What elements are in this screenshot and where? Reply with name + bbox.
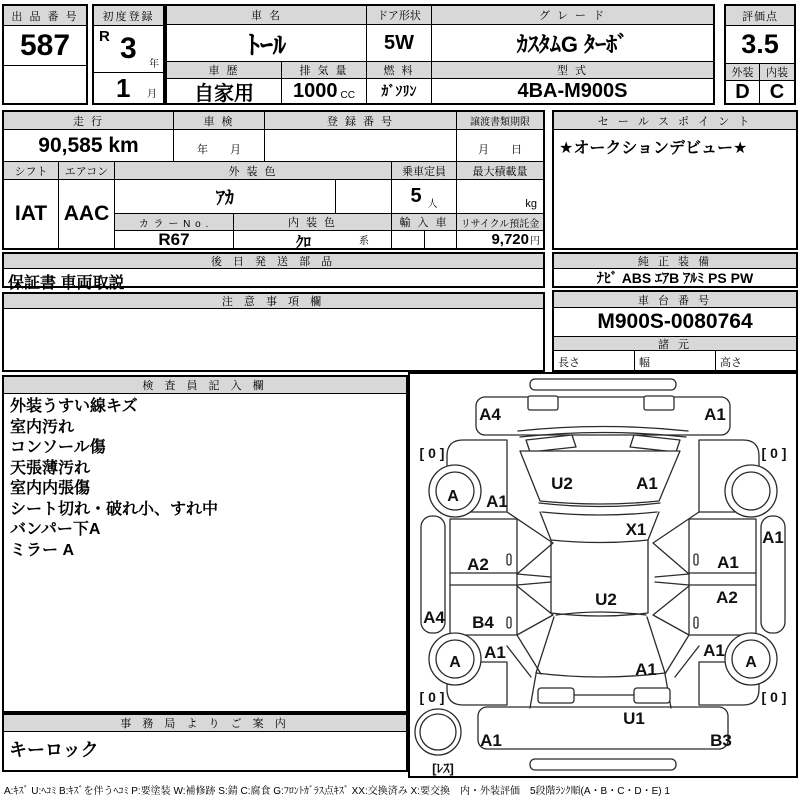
oem-equipment-box (552, 252, 798, 288)
door-hinge (694, 554, 698, 565)
interior-color-value: ｸﾛ (296, 234, 312, 251)
damage-mark-wheel-front-right: A (745, 654, 757, 671)
car-name-value: ﾄｰﾙ (167, 25, 367, 62)
inspector-line: 天張薄汚れ (10, 459, 91, 477)
front-panel (478, 707, 728, 749)
interior-grade-value: C (769, 81, 785, 103)
fuel-label: 燃 料 (367, 62, 432, 79)
notes-label: 注 意 事 項 欄 (4, 294, 543, 309)
damage-mark-hood: U1 (623, 709, 645, 728)
damage-mark-door-front-left: A2 (467, 555, 489, 574)
doors-right (689, 519, 756, 635)
recycle-value-cell (457, 231, 543, 248)
later-parts-label: 後 日 発 送 部 品 (4, 254, 543, 269)
model-code-value: 4BA-M900S (517, 79, 628, 102)
registration-number-label: 登 録 番 号 (265, 112, 457, 130)
damage-mark-rocker-right: A1 (762, 528, 784, 547)
headrest-left (526, 435, 576, 452)
notes-box (2, 292, 545, 372)
chassis-box (552, 290, 798, 372)
transfer-docs-label: 譲渡書類期限 (457, 112, 543, 130)
inspector-line: 外装うすい線キズ (10, 398, 138, 415)
front-bumper (530, 759, 676, 770)
displacement-label: 排 気 量 (282, 62, 367, 79)
inspector-line: 室内汚れ (10, 418, 75, 436)
capacity-unit: 人 (427, 199, 438, 210)
damage-mark-roof: U2 (595, 590, 617, 609)
chassis-value: M900S-0080764 (554, 308, 796, 337)
interior-color-label: 内 装 色 (234, 214, 392, 231)
tire-mark-rear-left: [ 0 ] (419, 445, 445, 461)
max-load-label: 最大積載量 (457, 162, 543, 180)
damage-mark-front-panel-right: B3 (710, 731, 732, 750)
capacity-label: 乗車定員 (392, 162, 457, 180)
exterior-color-sub-cell (336, 180, 392, 214)
inspector-lines (10, 397, 404, 561)
inspector-line: シート切れ・破れ小、すれ中 (10, 500, 219, 518)
legend-footer: A:ｷｽﾞ U:ﾍｺﾐ B:ｷｽﾞを伴うﾍｺﾐ P:要塗装 W:補修跡 S:錆 C:腐食 G:ﾌﾛﾝﾄｶﾞﾗｽ点ｷｽﾞ XX:交換済み X:要交換 内・外装評価 5段階ﾗﾝｸ順(A・B・C・D・E) 1 (4, 786, 670, 797)
damage-mark-wheel-front-left: A (449, 654, 461, 671)
transfer-docs-value: 月 日 (457, 130, 543, 162)
max-load-value-cell (457, 180, 543, 214)
spec-length-label: 長さ (554, 351, 635, 370)
sales-point-label: セ ー ル ス ポ イ ン ト (554, 112, 796, 130)
history-value: 自家用 (167, 79, 282, 103)
damage-diagram-box (408, 372, 798, 778)
grade-label: グ レ ー ド (432, 6, 713, 25)
interior-color-suffix: 系 (359, 236, 369, 247)
tire-mark-rear-right: [ 0 ] (761, 445, 787, 461)
door-hinge (507, 554, 511, 565)
color-no-value: R67 (115, 231, 234, 248)
damage-mark-door-rear-left: B4 (472, 613, 494, 632)
recycle-unit: 円 (530, 236, 540, 247)
year-unit: 年 (149, 59, 159, 70)
model-code-label: 型 式 (432, 62, 713, 79)
damage-mark-door-front-right: A1 (717, 553, 739, 572)
first-registration-year-cell (94, 26, 163, 73)
tail-lamp-right (644, 396, 674, 410)
interior-grade-label: 内装 (760, 64, 794, 81)
inspector-line: 室内内張傷 (10, 480, 91, 497)
rear-bumper (530, 379, 676, 390)
car-damage-diagram (410, 374, 796, 776)
inspector-line: コンソール傷 (10, 439, 106, 456)
inspector-box (2, 375, 408, 713)
exterior-color-label: 外 装 色 (115, 162, 392, 180)
tire-mark-front-left: [ 0 ] (419, 689, 445, 705)
office-notice-box (2, 713, 408, 772)
inspector-line: ミラー A (10, 541, 75, 559)
cowl-left (538, 688, 574, 703)
score-label: 評価点 (726, 6, 794, 26)
damage-mark-rear-window-right: A1 (636, 474, 658, 493)
aircon-label: エアコン (59, 162, 115, 180)
registration-number-value (265, 130, 457, 162)
damage-mark-rear-gate: X1 (625, 520, 647, 539)
first-registration-box (92, 4, 165, 105)
exterior-grade-value: D (726, 81, 760, 103)
tire-mark-front-right: [ 0 ] (761, 689, 787, 705)
damage-mark-rear-panel-left: A4 (479, 405, 501, 424)
capacity-value: 5 (410, 185, 422, 207)
spec-width-label: 幅 (635, 351, 716, 370)
sales-point-box (552, 110, 798, 250)
max-load-unit: kg (525, 198, 537, 210)
door-shape-value: 5W (367, 25, 432, 62)
shift-value: IAT (4, 180, 59, 248)
registration-year: 3 (120, 32, 137, 65)
first-registration-month-cell (94, 73, 163, 103)
door-hinge (507, 617, 511, 628)
headrest-right (630, 435, 680, 452)
displacement-value-cell (282, 79, 367, 103)
era-code: R (99, 28, 110, 45)
damage-mark-fender-front-right: A1 (703, 641, 725, 660)
exterior-color-value: ｱｶ (115, 180, 336, 214)
damage-mark-rocker-left: A4 (423, 608, 445, 627)
damage-mark-rear-window-left: U2 (551, 474, 573, 493)
score-value: 3.5 (726, 26, 794, 64)
door-shape-label: ドア形状 (367, 6, 432, 25)
later-parts-value: 保証書 車両取説 (8, 275, 125, 292)
interior-color-value-cell (234, 231, 392, 251)
grade-value: ｶｽﾀﾑG ﾀｰﾎﾞ (432, 25, 713, 62)
lot-empty-cell (4, 66, 86, 103)
registration-month: 1 (116, 73, 131, 103)
damage-mark-quarter-rear-left: A1 (486, 492, 508, 511)
car-name-label: 車 名 (167, 6, 367, 25)
recycle-label: リサイクル預託金 (457, 214, 543, 231)
lot-box (2, 4, 88, 105)
damage-mark-door-rear-right: A2 (716, 588, 738, 607)
later-parts-box (2, 252, 545, 292)
mileage-label: 走 行 (4, 112, 174, 130)
shift-label: シフト (4, 162, 59, 180)
condition-table (2, 110, 545, 250)
rear-gate-band (539, 503, 660, 515)
color-no-label: カ ラ ー N o . (115, 214, 234, 231)
import-sub-cell-2 (425, 231, 457, 248)
specs-label: 諸 元 (554, 337, 796, 351)
damage-mark-wheel-rear-left: A (447, 488, 459, 505)
month-unit: 月 (147, 89, 157, 100)
lot-number: 587 (4, 26, 86, 66)
history-label: 車 歴 (167, 62, 282, 79)
displacement-unit: CC (340, 90, 355, 101)
mileage-value: 90,585 km (4, 130, 174, 162)
office-notice-value: キーロック (9, 740, 99, 760)
capacity-value-cell (392, 180, 457, 214)
office-notice-label: 事 務 局 よ り ご 案 内 (4, 715, 406, 732)
sales-point-value: ★オークションデビュー★ (559, 140, 748, 157)
cowl-right (634, 688, 670, 703)
rear-panel (476, 397, 730, 435)
aircon-value: AAC (59, 180, 115, 248)
chassis-label: 車 台 番 号 (554, 292, 796, 308)
damage-mark-rear-panel-right: A1 (704, 405, 726, 424)
damage-mark-fender-front-left: A1 (484, 643, 506, 662)
inspector-label: 検 査 員 記 入 欄 (4, 377, 406, 394)
damage-mark-front-panel-left: A1 (480, 731, 502, 750)
displacement-value: 1000 (293, 79, 338, 102)
fuel-value: ｶﾞｿﾘﾝ (367, 79, 432, 103)
first-registration-label: 初度登録 (94, 6, 163, 26)
door-hinge (694, 617, 698, 628)
tail-lamp-left (528, 396, 558, 410)
import-label: 輸 入 車 (392, 214, 457, 231)
damage-mark-windshield: A1 (635, 660, 657, 679)
oem-equipment-value: ﾅﾋﾞ ABS ｴｱB ｱﾙﾐ PS PW (596, 269, 754, 286)
inspection-value: 年 月 (174, 130, 265, 162)
score-box (724, 4, 796, 105)
inspector-line: バンパー下A (10, 521, 101, 538)
vehicle-header-table (165, 4, 715, 105)
recycle-value: 9,720 (491, 231, 529, 248)
inspection-label: 車 検 (174, 112, 265, 130)
lot-label: 出 品 番 号 (4, 6, 86, 26)
spare-tire-mark: [ﾚｽ] (432, 761, 454, 776)
exterior-grade-label: 外装 (726, 64, 760, 81)
spec-height-label: 高さ (720, 357, 742, 369)
import-sub-cell-1 (392, 231, 425, 248)
oem-equipment-label: 純 正 装 備 (554, 254, 796, 269)
